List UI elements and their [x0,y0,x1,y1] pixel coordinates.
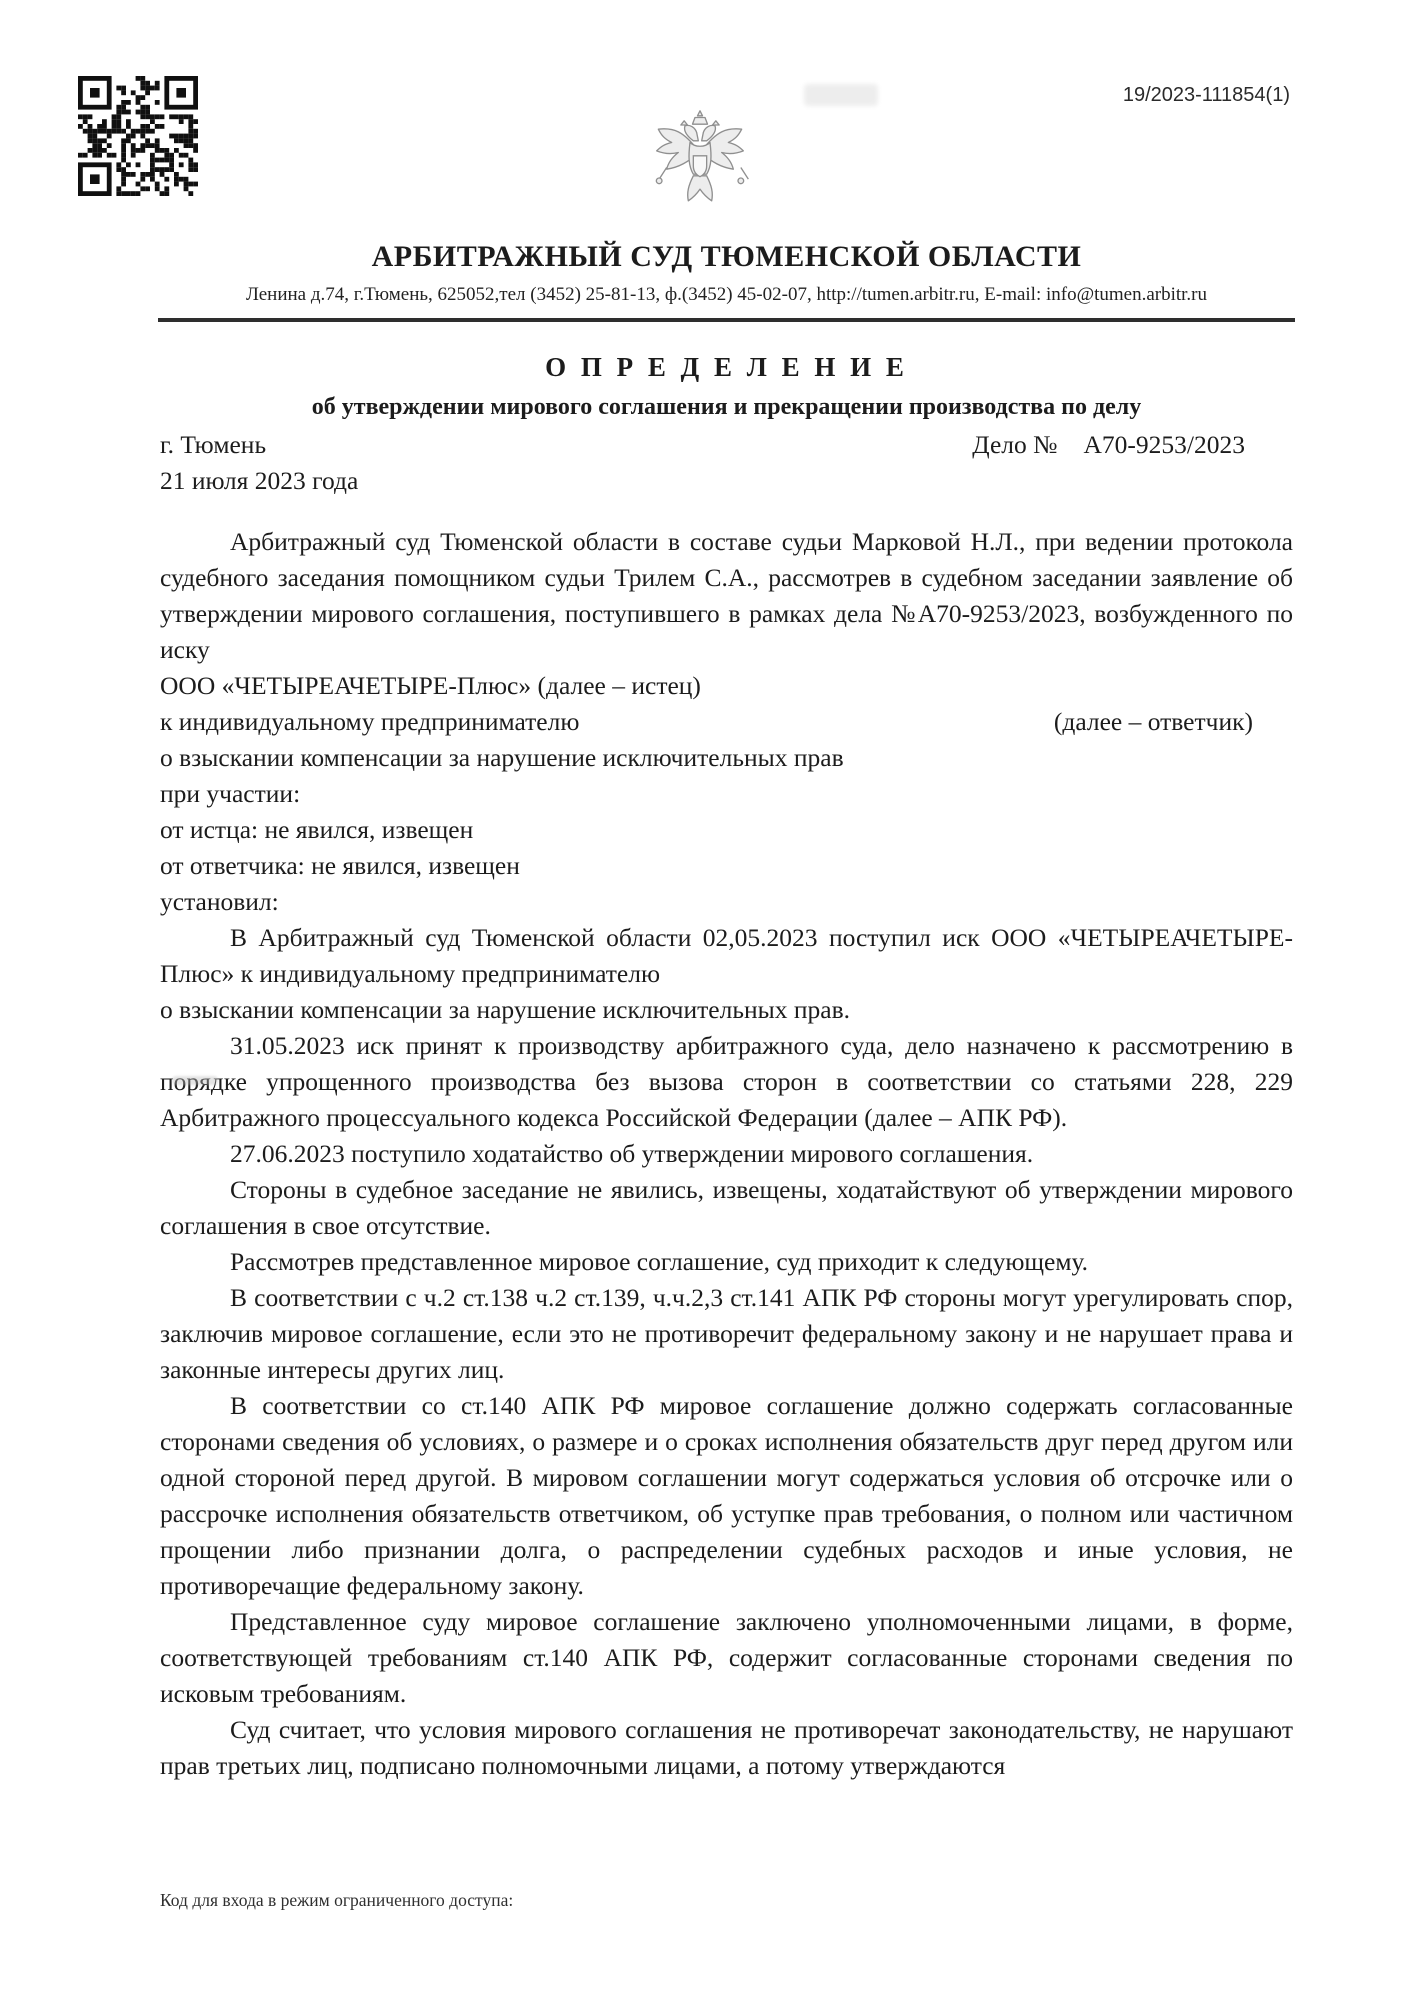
plaintiff-attendance: от истца: не явился, извещен [160,815,474,844]
doc-number: 19/2023-111854(1) [1122,84,1290,106]
participation-label: при участии: [160,779,301,808]
document-body [160,524,1293,1784]
qr-code [78,76,198,196]
body-paragraph: о взыскании компенсации за нарушение исключительных прав. [160,995,851,1024]
defendant-line [160,704,1293,740]
city-label: г. Тюмень [160,430,267,459]
defendant-label: к индивидуальному предпринимателю [160,707,580,736]
coat-of-arms-icon [650,100,750,240]
document-subtitle: об утверждении мирового соглашения и прекращении производства по делу [311,394,1142,420]
court-address: Ленина д.74, г.Тюмень, 625052,тел (3452) 25-81-13, ф.(3452) 45-02-07, http://tumen.arbitr.ru, E-mail: info@tumen.arbitr.ru [245,284,1208,305]
scan-smudge [804,84,878,106]
plaintiff-line: ООО «ЧЕТЫРЕАЧЕТЫРЕ-Плюс» (далее – истец) [160,671,701,700]
body-paragraph: 27.06.2023 поступило ходатайство об утверждении мирового соглашения. [230,1139,1034,1168]
case-label: Дело № [972,430,1058,459]
header-divider [158,318,1295,322]
body-paragraph: Суд считает, что условия мирового соглашения не противоречат законодательству, не нарушают прав третьих лиц, подписано полномочными лицами, а потому утверждаются [160,1715,1293,1780]
case-row [160,430,1293,460]
body-paragraph: 31.05.2023 иск принят к производству арбитражного суда, дело назначено к рассмотрению в порядке упрощенного производства без вызова сторон в соответствии со статьями 228, 229 Арбитражного процессуального кодекса Российской Федерации (далее – АПК РФ). [160,1031,1293,1132]
case-number: А70-9253/2023 [1083,430,1245,459]
defendant-attendance: от ответчика: не явился, извещен [160,851,520,880]
body-paragraph: Представленное суду мировое соглашение заключено уполномоченными лицами, в форме, соответствующей требованиям ст.140 АПК РФ, содержит согласованные сторонами сведения по исковым требованиям. [160,1607,1293,1708]
claim-line: о взыскании компенсации за нарушение исключительных прав [160,743,844,772]
body-paragraph: В Арбитражный суд Тюменской области 02,05.2023 поступил иск ООО «ЧЕТЫРЕАЧЕТЫРЕ-Плюс» к индивидуальному предпринимателю [160,923,1293,988]
document-date: 21 июля 2023 года [160,466,359,495]
intro-paragraph: Арбитражный суд Тюменской области в составе судьи Марковой Н.Л., при ведении протокола судебного заседания помощником судьи Трилем С.А., рассмотрев в судебном заседании заявление об утверждении мирового соглашения, поступившего в рамках дела №А70-9253/2023, возбужденного по иску [160,527,1293,664]
court-name: АРБИТРАЖНЫЙ СУД ТЮМЕНСКОЙ ОБЛАСТИ [371,240,1082,273]
defendant-suffix: (далее – ответчик) [1053,707,1253,736]
body-paragraph: Стороны в судебное заседание не явились, извещены, ходатайствуют об утверждении мирового соглашения в свое отсутствие. [160,1175,1293,1240]
body-paragraph: В соответствии с ч.2 ст.138 ч.2 ст.139, ч.ч.2,3 ст.141 АПК РФ стороны могут урегулировать спор, заключив мировое соглашение, если это не противоречит федеральному закону и не нарушает права и законные интересы других лиц. [160,1283,1293,1384]
body-paragraph: В соответствии со ст.140 АПК РФ мировое соглашение должно содержать согласованные сторонами сведения об условиях, о размере и о сроках исполнения обязательств друг перед другом или одной стороной перед другой. В мировом соглашении могут содержаться условия об отсрочке или о рассрочке исполнения обязательств ответчиком, об уступке прав требования, о полном или частичном прощении либо признании долга, о распределении судебных расходов и иные условия, не противоречащие федеральному закону. [160,1391,1293,1600]
body-paragraph: Рассмотрев представленное мировое соглашение, суд приходит к следующему. [230,1247,1089,1276]
established-label: установил: [160,887,279,916]
document-title: О П Р Е Д Е Л Е Н И Е [545,352,908,382]
access-code-label: Код для входа в режим ограниченного доступа: [160,1890,514,1910]
